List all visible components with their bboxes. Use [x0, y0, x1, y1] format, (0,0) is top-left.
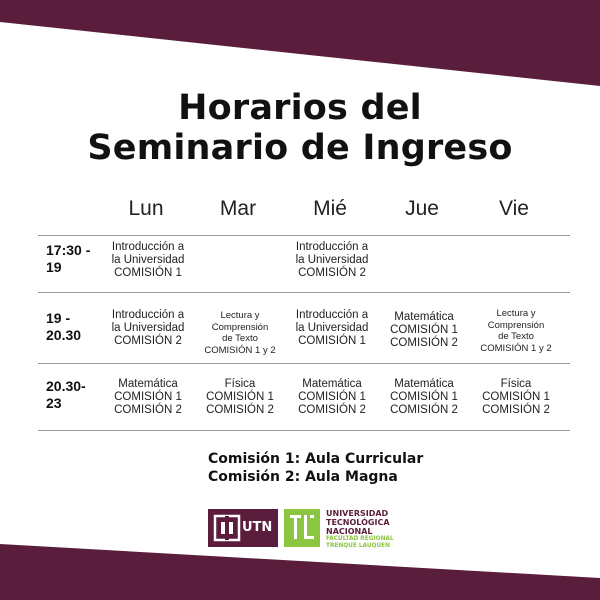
time-slot-2 [46, 310, 81, 344]
subject: Introducción a [295, 241, 369, 253]
commission: COMISIÓN 1 [390, 391, 458, 403]
subject: Comprensión [211, 321, 269, 333]
time-start: 17:30 - [46, 242, 91, 258]
subject: Matemática [302, 378, 362, 390]
subject: Matemática [118, 378, 178, 390]
commission: COMISIÓN 1 [390, 324, 458, 336]
subject: Matemática [394, 378, 454, 390]
trenque-lauquen-mark [284, 509, 320, 547]
subject: de Texto [222, 333, 258, 344]
schedule-cell [286, 241, 378, 280]
commission: COMISIÓN 1 y 2 [480, 342, 552, 354]
subject: Introducción a [295, 309, 369, 321]
commission: COMISIÓN 2 [482, 404, 550, 416]
schedule-cell [102, 378, 194, 417]
subject: Física [500, 378, 532, 390]
schedule-cell [286, 378, 378, 417]
university-name [326, 509, 390, 536]
schedule-cell [194, 310, 286, 356]
day-header-fri: Vie [499, 197, 529, 220]
faculty-name-line: FACULTAD REGIONAL [326, 536, 394, 542]
commission: COMISIÓN 1 [298, 335, 366, 347]
schedule-cell [102, 241, 194, 280]
schedule-cell [194, 378, 286, 417]
day-header-mon: Lun [128, 197, 164, 220]
utn-logo-text: UTN [242, 520, 273, 535]
page-title [0, 88, 600, 168]
commission: COMISIÓN 1 [114, 267, 182, 279]
commission: COMISIÓN 2 [114, 404, 182, 416]
schedule-cell [470, 378, 562, 417]
time-start: 19 - [46, 310, 71, 326]
commission: COMISIÓN 2 [390, 337, 458, 349]
schedule-cell [470, 308, 562, 354]
commission: COMISIÓN 2 [114, 335, 182, 347]
divider [38, 235, 570, 236]
time-start: 20.30- [46, 378, 86, 394]
commission: COMISIÓN 1 y 2 [204, 344, 276, 356]
day-header-thu: Jue [405, 197, 439, 220]
day-header-tue: Mar [219, 197, 257, 220]
time-slot-1 [46, 242, 90, 276]
subject: Matemática [394, 311, 454, 323]
commission-legend [208, 450, 423, 486]
schedule-cell [378, 378, 470, 417]
utn-emblem-icon [212, 513, 242, 543]
subject: Física [224, 378, 256, 390]
divider [38, 292, 570, 293]
commission: COMISIÓN 2 [298, 267, 366, 279]
university-name-line: UNIVERSIDAD [326, 509, 389, 518]
title-line-1: Horarios del [178, 88, 422, 128]
bottom-band [0, 544, 600, 600]
subject: Introducción a [111, 309, 185, 321]
subject: Introducción a [111, 241, 185, 253]
day-header-wed: Mié [313, 197, 347, 220]
commission: COMISIÓN 1 [482, 391, 550, 403]
commission: COMISIÓN 1 [206, 391, 274, 403]
subject: de Texto [498, 331, 534, 342]
utn-logo-box [208, 509, 278, 547]
commission: COMISIÓN 2 [298, 404, 366, 416]
subject: Lectura y [496, 308, 536, 319]
subject: Comprensión [487, 319, 545, 331]
time-end: 19 [46, 259, 62, 275]
commission: COMISIÓN 1 [114, 391, 182, 403]
time-end: 20.30 [46, 327, 82, 343]
day-header-row [100, 197, 570, 223]
university-name-line: NACIONAL [326, 527, 373, 536]
faculty-name [326, 536, 394, 549]
time-end: 23 [46, 395, 62, 411]
commission: COMISIÓN 2 [206, 404, 274, 416]
title-line-2: Seminario de Ingreso [87, 128, 513, 168]
commission: COMISIÓN 1 [298, 391, 366, 403]
divider [38, 363, 570, 364]
tl-monogram-icon [284, 509, 320, 547]
subject: la Universidad [295, 254, 369, 266]
top-band [0, 0, 600, 86]
commission: COMISIÓN 2 [390, 404, 458, 416]
subject: la Universidad [111, 322, 185, 334]
subject: la Universidad [111, 254, 185, 266]
subject: Lectura y [220, 310, 260, 321]
legend-line-2: Comisión 2: Aula Magna [208, 469, 398, 485]
legend-line-1: Comisión 1: Aula Curricular [208, 451, 424, 467]
time-slot-3 [46, 378, 86, 412]
faculty-name-line: TRENQUE LAUQUEN [326, 542, 390, 549]
subject: la Universidad [295, 322, 369, 334]
schedule-cell [102, 309, 194, 348]
divider [38, 430, 570, 431]
schedule-cell [378, 311, 470, 350]
schedule-cell [286, 309, 378, 348]
university-name-line: TECNOLÓGICA [326, 518, 390, 527]
